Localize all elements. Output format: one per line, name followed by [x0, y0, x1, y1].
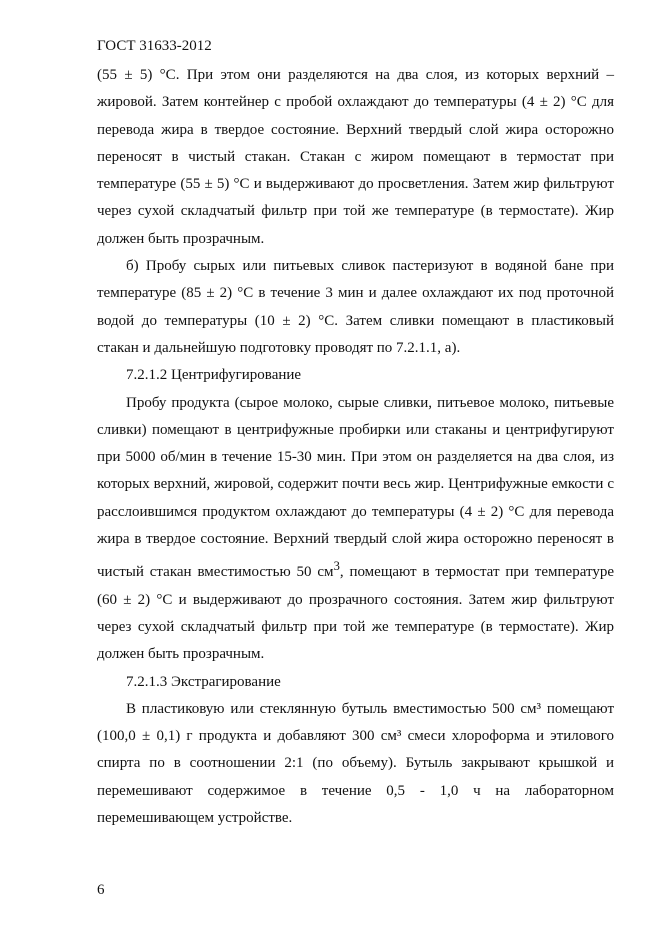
paragraph-continuation: (55 ± 5) °С. При этом они разделяются на два слоя, из которых верхний – жировой. Затем контейнер с пробой охлаждают до температуры (4 ± 2) °С для перевода жира в твердое состояние. Верхний твердый слой жира осторожно переносят в чистый стакан. Стакан с жиром помещают в термостат при температуре (55 ± 5) °С и выдерживают до просветления. Затем жир фильтруют через сухой складчатый фильтр при той же температуре (в термостате). Жир должен быть прозрачным.	[97, 67, 614, 247]
page-number: 6	[97, 882, 105, 898]
superscript-cubic: 3	[333, 559, 340, 574]
paragraph-centrifugation	[97, 390, 614, 669]
section-heading-centrifugation: 7.2.1.2 Центрифугирование	[126, 367, 302, 384]
paragraph-centrifugation-text-b: , помещают в термостат при температуре (60 ± 2) °С и выдерживают до прозрачного состояния. Затем жир фильтруют через сухой складчатый фильтр при той же температуре (в термостате). Жир должен быть прозрачным.	[97, 564, 614, 663]
section-heading-extraction: 7.2.1.3 Экстрагирование	[126, 673, 281, 690]
paragraph-cream-pasteurization: б) Пробу сырых или питьевых сливок пастеризуют в водяной бане при температуре (85 ± 2) °С в течение 3 мин и далее охлаждают их под проточной водой до температуры (10 ± 2) °С. Затем сливки помещают в пластиковый стакан и дальнейшую подготовку проводят по 7.2.1.1, а).	[97, 258, 614, 356]
paragraph-extraction: В пластиковую или стеклянную бутыль вместимостью 500 см³ помещают (100,0 ± 0,1) г продукта и добавляют 300 см³ смеси хлороформа и этилового спирта по в соотношении 2:1 (по объему). Бутыль закрывают крышкой и перемешивают содержимое в течение 0,5 - 1,0 ч на лабораторном перемешивающем устройстве.	[97, 700, 614, 827]
document-header: ГОСТ 31633-2012	[97, 38, 212, 54]
paragraph-centrifugation-text-a: Пробу продукта (сырое молоко, сырые сливки, питьевое молоко, питьевые сливки) помещают в центрифужные пробирки или стаканы и центрифугируют при 5000 об/мин в течение 15-30 мин. При этом он разделяется на два слоя, из которых верхний, жировой, содержит почти весь жир. Центрифужные емкости с расслоившимся продуктом охлаждают до температуры (4 ± 2) °С для перевода жира в твердое состояние. Верхний твердый слой жира осторожно переносят в чистый стакан вместимостью 50 см	[97, 394, 614, 581]
document-body	[97, 62, 614, 832]
